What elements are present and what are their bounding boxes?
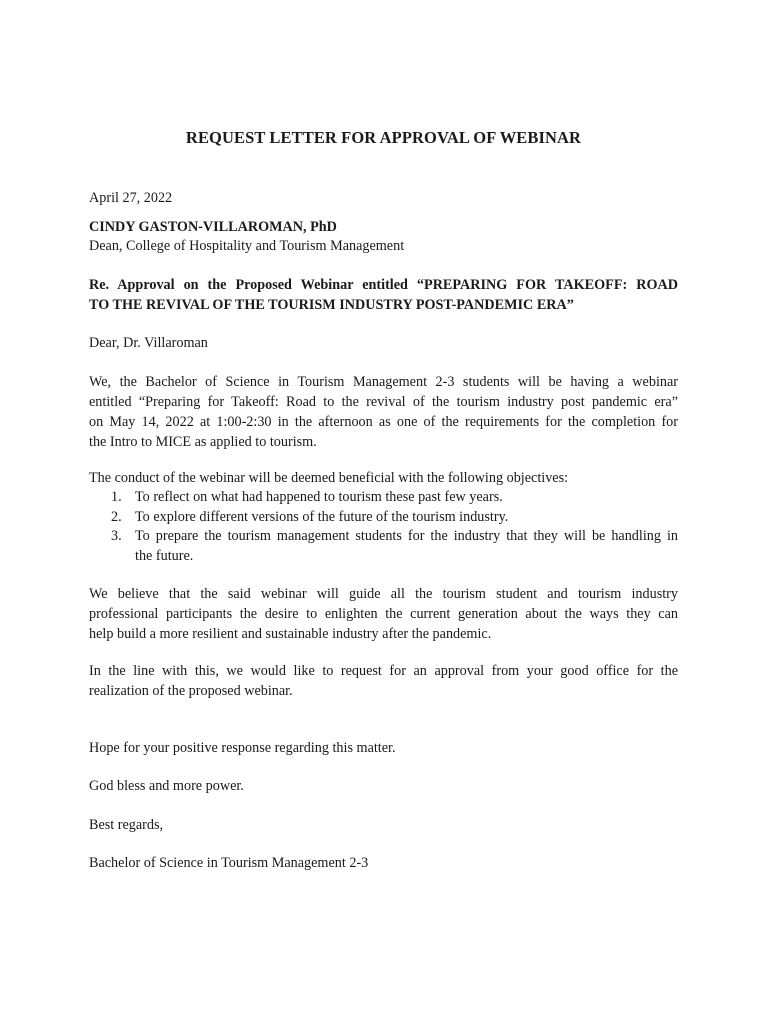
objective-text: To explore different versions of the future of the tourism industry. [135,509,509,525]
paragraph-intro-line-3: on May 14, 2022 at 1:00-2:30 in the afternoon as one of the requirements for the completion for [89,414,678,430]
paragraph-belief-line-1: We believe that the said webinar will guide all the tourism student and tourism industry [89,586,678,602]
paragraph-belief [89,584,678,644]
objective-number: 3. [111,528,122,544]
paragraph-intro-line-2: entitled “Preparing for Takeoff: Road to the revival of the tourism industry post pandemic era” [89,394,678,410]
paragraph-intro-line-1: We, the Bachelor of Science in Tourism Management 2-3 students will be having a webinar [89,374,678,390]
objective-number: 2. [111,509,122,525]
letter-title: REQUEST LETTER FOR APPROVAL OF WEBINAR [185,128,582,147]
recipient-name: CINDY GASTON-VILLAROMAN, PhD [89,219,337,235]
subject-line-1: Re. Approval on the Proposed Webinar entitled “PREPARING FOR TAKEOFF: ROAD [89,277,678,293]
letter-date: April 27, 2022 [89,190,173,206]
closing-hope: Hope for your positive response regarding this matter. [89,740,396,756]
objective-text: To reflect on what had happened to tourism these past few years. [135,489,503,505]
paragraph-request-line-2: realization of the proposed webinar. [89,683,293,699]
salutation: Dear, Dr. Villaroman [89,335,208,351]
paragraph-request [89,661,678,701]
subject-line [89,275,678,315]
paragraph-belief-line-3: help build a more resilient and sustainable industry after the pandemic. [89,626,492,642]
signature: Bachelor of Science in Tourism Management 2-3 [89,855,369,871]
closing-blessing: God bless and more power. [89,778,244,794]
objective-number: 1. [111,489,122,505]
paragraph-request-line-1: In the line with this, we would like to request for an approval from your good office for the [89,663,678,679]
objective-text-continued: the future. [135,548,194,564]
paragraph-intro [89,372,678,452]
recipient-position: Dean, College of Hospitality and Tourism Management [89,238,405,254]
paragraph-intro-line-4: the Intro to MICE as applied to tourism. [89,434,317,450]
subject-line-2: TO THE REVIVAL OF THE TOURISM INDUSTRY POST-PANDEMIC ERA” [89,297,574,313]
objective-text: To prepare the tourism management students for the industry that they will be handling in [135,528,678,544]
objectives-intro: The conduct of the webinar will be deemed beneficial with the following objectives: [89,470,569,486]
paragraph-belief-line-2: professional participants the desire to enlighten the current generation about the ways they can [89,606,678,622]
closing-regards: Best regards, [89,817,164,833]
